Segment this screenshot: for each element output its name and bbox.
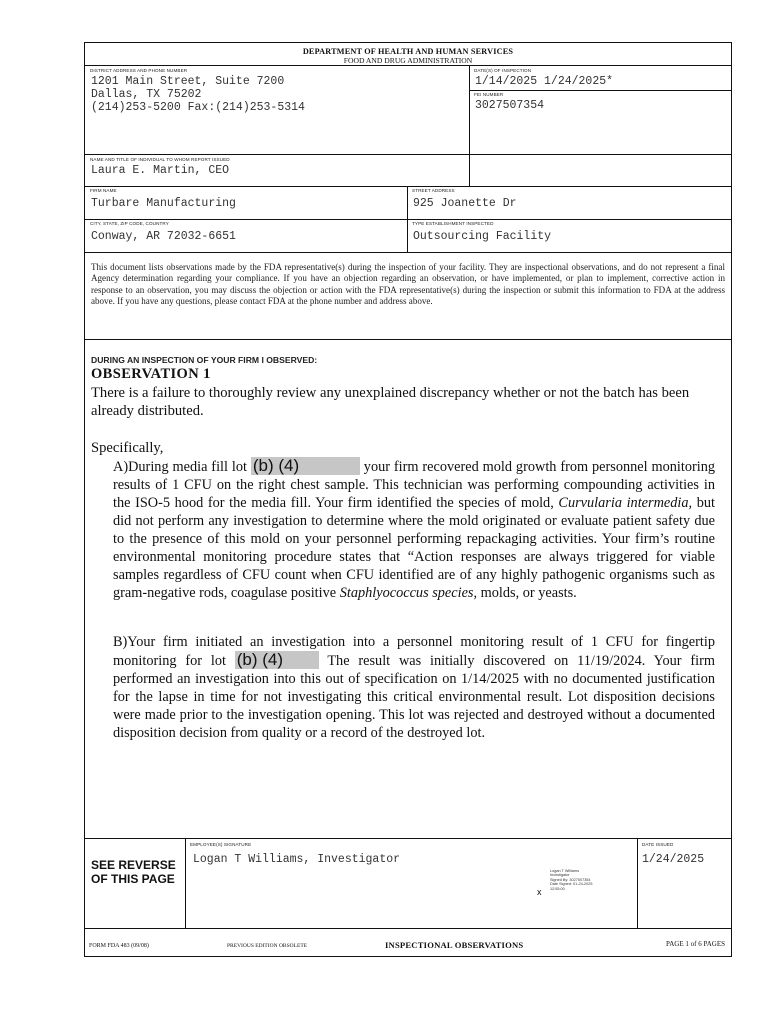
district-line2: Dallas, TX 75202 xyxy=(91,88,202,101)
establishment-type-label: TYPE ESTABLISHMENT INSPECTED xyxy=(412,221,494,226)
bacteria-species: Staphlyococcus species xyxy=(339,585,474,601)
finding-a-text-1: your firm recovered mold growth from personnel monitoring results of 1 CFU on the right chest sample. This technician was performing compounding activities in the ISO-5 hood for the media fill. Your firm identified the species of mold, xyxy=(113,459,716,511)
divider xyxy=(85,65,731,66)
district-line1: 1201 Main Street, Suite 7200 xyxy=(91,75,285,88)
divider xyxy=(85,252,731,253)
city-state-zip: Conway, AR 72032-6651 xyxy=(91,230,236,243)
observation-title: OBSERVATION 1 xyxy=(91,366,211,382)
mold-species: Curvularia intermedia, xyxy=(558,495,693,511)
date-issued-label: DATE ISSUED xyxy=(642,842,674,847)
divider xyxy=(85,154,731,155)
finding-b xyxy=(113,633,715,742)
finding-a xyxy=(113,457,715,602)
date-issued: 1/24/2025 xyxy=(642,853,705,866)
page-count: PAGE 1 of 6 PAGES xyxy=(666,940,725,948)
finding-a-prefix: A)During media fill lot xyxy=(113,459,247,475)
department-heading: DEPARTMENT OF HEALTH AND HUMAN SERVICES xyxy=(302,47,514,56)
firm-name-label: FIRM NAME xyxy=(90,188,117,193)
divider xyxy=(85,339,731,340)
divider xyxy=(185,838,186,928)
district-line3: (214)253-5200 Fax:(214)253-5314 xyxy=(91,101,305,114)
street-label: STREET ADDRESS xyxy=(412,188,455,193)
agency-heading: FOOD AND DRUG ADMINISTRATION xyxy=(343,56,473,65)
redaction-box: (b) (4) xyxy=(235,651,319,669)
recipient-name: Laura E. Martin, CEO xyxy=(91,164,230,177)
divider xyxy=(469,65,470,186)
finding-b-prefix: B)Your firm initiated an investigation into a personnel monitoring result of 1 CFU for fingertip monitoring for lot xyxy=(113,634,715,669)
divider xyxy=(637,838,638,928)
finding-b-text: The result was initially discovered on 11/19/2024. Your firm performed an investigation into this out of specification on 1/14/2025 with no documented justification for the lapse in time for not investigating this critical environmental result. Lot disposition decisions were made prior to the investigation opening. This lot was rejected and destroyed without a documented disposition decision from quality or a record of the destroyed lot. xyxy=(113,653,715,741)
finding-a-text-3: , molds, or yeasts. xyxy=(473,585,577,601)
form-title: INSPECTIONAL OBSERVATIONS xyxy=(385,940,524,950)
fei-label: FEI NUMBER xyxy=(474,92,504,97)
disclaimer-text: This document lists observations made by the FDA representative(s) during the inspection of your facility. They are inspectional observations, and do not represent a final Agency determination regarding your compliance. If you have an objection regarding an observation, or have implemented, or plan to implement, corrective action in response to an observation, you may discuss the objection or action with the FDA representative(s) during the inspection or submit this information to FDA at the address above. If you have any questions, please contact FDA at the phone number and address above. xyxy=(91,262,725,307)
employee-name: Logan T Williams, Investigator xyxy=(193,853,401,866)
specifically-label: Specifically, xyxy=(91,440,164,456)
street-address: 925 Joanette Dr xyxy=(413,197,517,210)
observation-text: There is a failure to thoroughly review any unexplained discrepancy whether or not the batch has been already distributed. xyxy=(91,385,690,419)
fei-number: 3027507354 xyxy=(475,99,545,112)
divider xyxy=(85,219,731,220)
electronic-signature: Logan T Williams Investigator Signed By: 3027507354 Date Signed: 01-24-2025 12:55:00 xyxy=(550,869,593,891)
divider xyxy=(85,838,731,839)
city-label: CITY, STATE, ZIP CODE, COUNTRY xyxy=(90,221,169,226)
employee-signature-label: EMPLOYEE(S) SIGNATURE xyxy=(190,842,252,847)
firm-name: Turbare Manufacturing xyxy=(91,197,236,210)
form-number: FORM FDA 483 (09/08) xyxy=(89,943,149,949)
during-inspection-heading: DURING AN INSPECTION OF YOUR FIRM I OBSERVED: xyxy=(91,355,318,365)
dates-label: DATE(S) OF INSPECTION xyxy=(474,68,532,73)
divider xyxy=(469,90,731,91)
signature-x-mark: x xyxy=(537,887,542,897)
inspection-dates: 1/14/2025 1/24/2025* xyxy=(475,75,614,88)
redaction-box: (b) (4) xyxy=(251,457,360,475)
previous-edition-note: PREVIOUS EDITION OBSOLETE xyxy=(227,943,308,949)
finding-a-text-2: but did not perform any investigation to determine where the mold originated or evaluate patient safety due to the presence of this mold on your personnel performing repackaging activities. Your firm’s routine environmental monitoring procedure states that “Action responses are always triggered for viable samples regardless of CFU count when CFU identified are of any highly pathogenic organisms such as gram-negative rods, coagulase positive xyxy=(113,495,716,601)
recipient-label: NAME AND TITLE OF INDIVIDUAL TO WHOM REPORT ISSUED xyxy=(90,157,230,162)
form-483 xyxy=(84,42,732,957)
see-reverse-note: SEE REVERSE OF THIS PAGE xyxy=(91,858,176,886)
establishment-type: Outsourcing Facility xyxy=(413,230,552,243)
divider xyxy=(85,928,731,929)
divider xyxy=(85,186,731,187)
district-label: DISTRICT ADDRESS AND PHONE NUMBER xyxy=(90,68,188,73)
